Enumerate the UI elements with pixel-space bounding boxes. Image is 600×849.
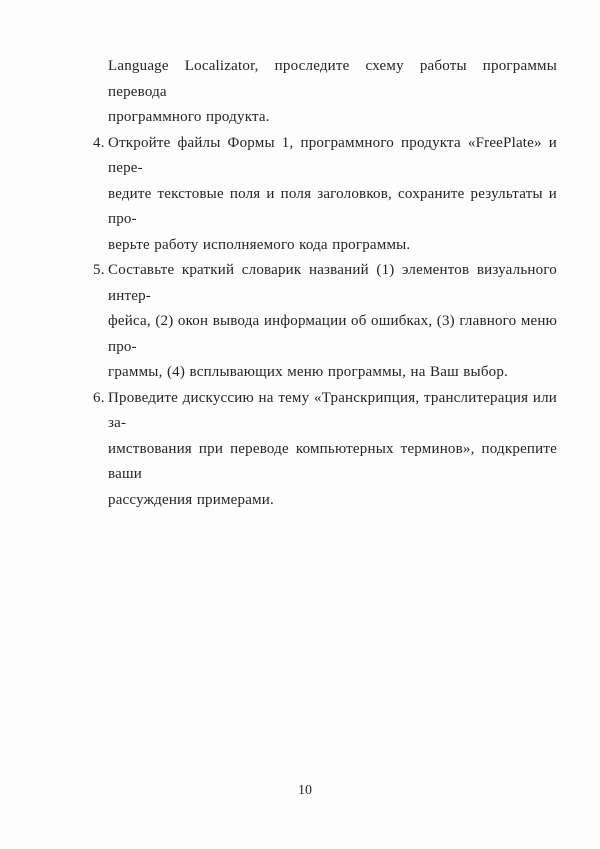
list-item	[93, 386, 557, 514]
text-line: граммы, (4) всплывающих меню программы, на Ваш выбор.	[108, 364, 509, 380]
text-line: ведите текстовые поля и поля заголовков, сохраните результаты и про-	[108, 185, 557, 227]
exercise-list	[93, 54, 557, 513]
list-item-text	[108, 131, 557, 259]
text-line: Проведите дискуссию на тему «Транскрипция, транслитерация или за-	[108, 389, 557, 431]
text-line: верьте работу исполняемого кода программы.	[108, 236, 411, 253]
list-item-number: 4.	[93, 134, 105, 151]
text-line: программного продукта.	[108, 109, 270, 125]
text-line: Откройте файлы Формы 1, программного продукта «FreePlate» и пере-	[108, 134, 558, 176]
text-line: рассуждения примерами.	[108, 491, 274, 508]
list-item	[93, 131, 557, 259]
text-line: Составьте краткий словарик названий (1) элементов визуального интер-	[108, 262, 557, 304]
list-item-text	[108, 258, 557, 386]
page-number: 10	[298, 783, 312, 798]
list-item-number: 6.	[93, 389, 105, 406]
list-item-text	[108, 386, 557, 514]
text-line: Language Localizator, проследите схему работы программы перевода	[108, 58, 557, 100]
list-item	[93, 54, 557, 131]
text-line: имствования при переводе компьютерных терминов», подкрепите ваши	[108, 440, 557, 482]
list-item-number: 5.	[93, 262, 105, 278]
list-item	[93, 258, 557, 386]
list-item-text	[108, 54, 557, 131]
text-line: фейса, (2) окон вывода информации об ошибках, (3) главного меню про-	[108, 313, 557, 355]
